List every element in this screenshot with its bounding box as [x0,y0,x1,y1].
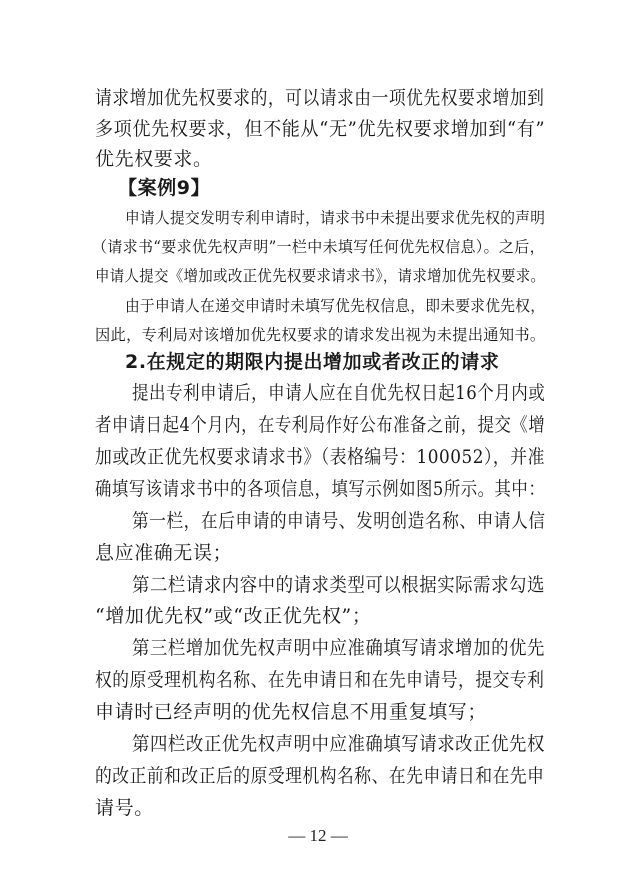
body-text-line: 第四栏改正优先权声明中应准确填写请求改正优先权 [132,733,545,755]
body-text-line: 第三栏增加优先权声明中应准确填写请求增加的优先 [132,637,545,659]
case-heading: 【案例9】 [118,177,211,199]
body-text-line: 请求增加优先权要求的，可以请求由一项优先权要求增加到 [95,87,545,109]
body-text-line: 多项优先权要求，但不能从“无”优先权要求增加到“有” [95,118,546,140]
body-text-line: 确填写该请求书中的各项信息，填写示例如图5所示。其中： [95,478,546,500]
body-text-line: 息应准确无误； [95,542,233,564]
body-text-line: 者申请日起4个月内，在专利局作好公布准备之前，提交《增 [95,414,546,436]
body-text-line: 提出专利申请后，申请人应在自优先权日起16个月内或 [132,382,546,404]
body-text-line: 优先权要求。 [95,148,213,170]
page-number: — 12 — [288,826,348,845]
body-text-line: 请号。 [95,797,154,819]
body-text-line: 第二栏请求内容中的请求类型可以根据实际需求勾选 [132,574,545,596]
body-text-line: 加或改正优先权要求请求书》（表格编号：100052），并准 [95,446,546,468]
body-text-line: 申请时已经声明的优先权信息不用重复填写； [95,701,488,723]
section-heading: 2.在规定的期限内提出增加或者改正的请求 [125,351,500,373]
case-text-line: 因此，专利局对该增加优先权要求的请求发出视为未提出通知书。 [95,326,546,344]
body-text-line: “增加优先权”或“改正优先权”； [95,605,372,627]
case-text-line: 申请人提交《增加或改正优先权要求请求书》，请求增加优先权要求。 [95,267,546,285]
body-text-line: 权的原受理机构名称、在先申请日和在先申请号，提交专利 [95,669,545,691]
case-text-line: （请求书“要求优先权声明”一栏中未填写任何优先权信息）。之后， [92,238,545,256]
body-text-line: 的改正前和改正后的原受理机构名称、在先申请日和在先申 [95,765,545,787]
body-text-line: 第一栏，在后申请的申请号、发明创造名称、申请人信 [132,510,546,532]
case-text-line: 申请人提交发明专利申请时，请求书中未提出要求优先权的声明 [125,209,546,227]
case-text-line: 由于申请人在递交申请时未填写优先权信息，即未要求优先权， [125,297,546,315]
